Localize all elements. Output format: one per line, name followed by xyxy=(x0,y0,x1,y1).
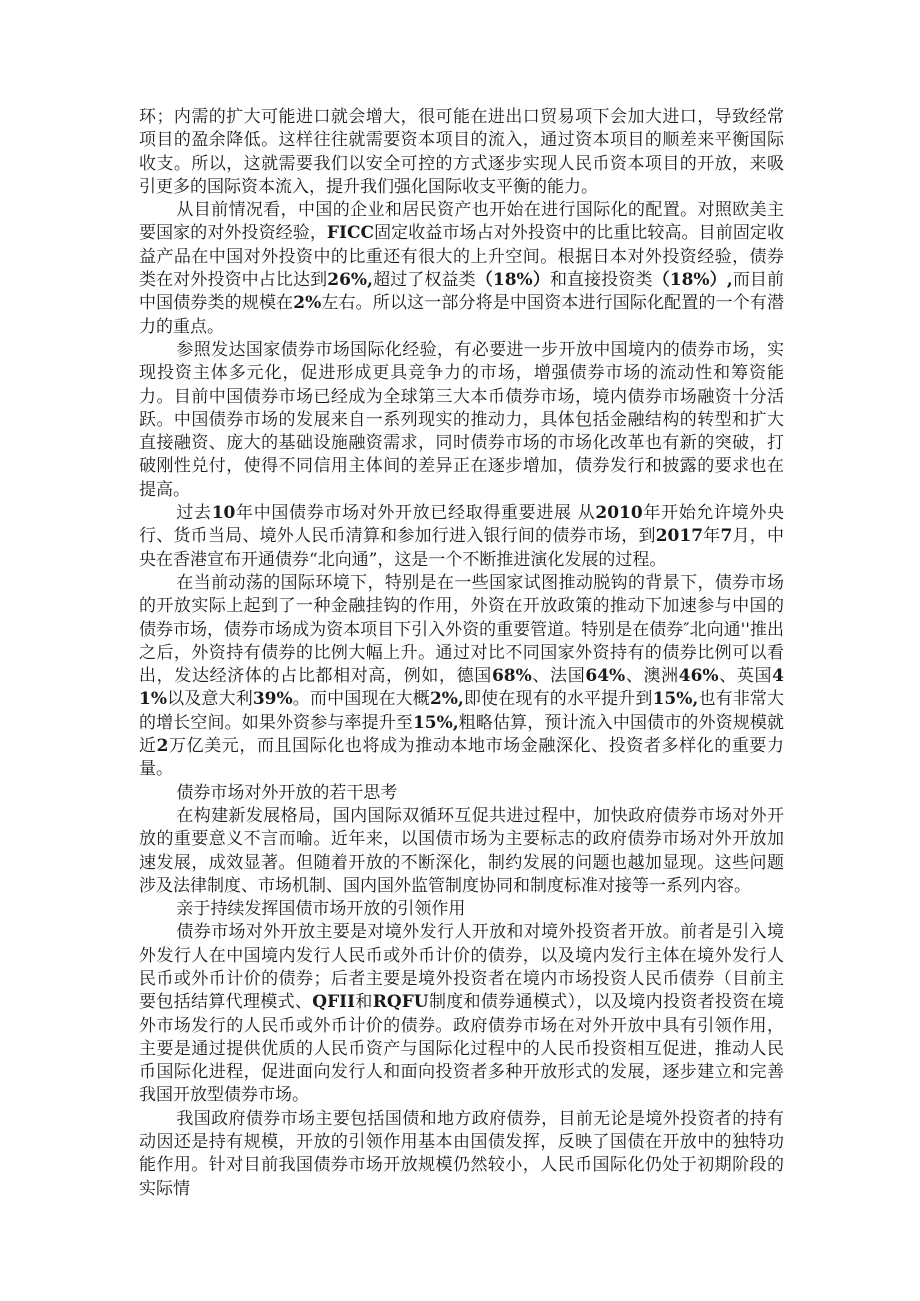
text-run: 在构建新发展格局，国内国际双循环互促共进过程中，加快政府债券市场对外开放的重要意义不言而喻。近年来，以国债市场为主要标志的政府债券市场对外开放加速发展，成效显著。但随着开放的不断深化，制约发展的问题也越加显现。这些问题涉及法律制度、市场机制、国内国外监管制度协同和制度标准对接等一系列内容。 xyxy=(139,805,784,896)
bold-text-run: 39% xyxy=(252,689,293,710)
bold-text-run: 2%, xyxy=(429,689,464,710)
text-run: 左右。所以这一部分将是中国资本进行国际化配置的一个有潜力的重点。 xyxy=(139,293,785,337)
text-run: 超过了权益类 xyxy=(372,270,476,291)
text-run: 参照发达国家债券市场国际化经验，有必要进一步开放中国境内的债券市场，实现投资主体多元化，促进形成更具竞争力的市场，增强债券市场的流动性和筹资能力。目前中国债券市场已经成为全球第三大本币债券市场，境内债券市场融资十分活跃。中国债券市场的发展来自一系列现实的推动力，具体包括金融结构的转型和扩大直接融资、庞大的基础设施融资需求，同时债券市场的市场化改革也有新的突破，打破刚性兑付，使得不同信用主体间的差异正在逐步增加，债券发行和披露的要求也在提高。 xyxy=(139,339,784,500)
paragraph xyxy=(139,921,784,1107)
text-run: 制度和债券通模式），以及境内投资者投资在境外市场发行的人民币或外币计价的债券。政府债券市场在对外开放中具有引领作用，主要是通过提供优质的人民币资产与国际化过程中的人民币投资相互促进，推动人民币国际化进程，促进面向发行人和面向投资者多种开放形式的发展，逐步建立和完善我国开放型债券市场。 xyxy=(139,992,785,1106)
bold-text-run: RQFU xyxy=(372,992,429,1013)
text-run: 在当前动荡的国际环境下，特别是在一些国家试图推动脱钩的背景下，债券市场的开放实际上起到了一种金融挂钩的作用，外资在开放政策的推动下加速参与中国的债券市场，债券市场成为资本项目下引入外资的重要管道。特别是在债券″北向通''推出之后，外资持有债券的比例大幅上升。通过对比不同国家外资持有的债券比例可以看出，发达经济体的占比都相对高，例如，德国 xyxy=(139,572,784,687)
bold-text-run: 64% xyxy=(585,666,626,687)
text-run: 从目前情况看，中国的企业和居民资产也开始在进行国际化的配置。对照欧美主要国家的对外投资经验， xyxy=(139,200,784,244)
text-run: 亲于持续发挥国债市场开放的引领作用 xyxy=(176,899,466,920)
bold-text-run: 10 xyxy=(211,503,236,524)
text-run: 粗略估算，预计流入中国债市的外资规模就近 xyxy=(139,712,785,757)
text-run: 即使在现有的水平提升到 xyxy=(463,689,653,710)
bold-text-run: 68% xyxy=(491,666,532,687)
document-body xyxy=(139,106,784,1201)
paragraph xyxy=(139,805,784,898)
text-run: 万亿美元，而且国际化也将成为推动本地市场金融深化、投资者多样化的重要力量。 xyxy=(139,736,785,780)
bold-text-run: （18%）, xyxy=(652,270,733,291)
bold-text-run: 15%, xyxy=(412,712,459,733)
paragraph xyxy=(139,339,784,502)
text-run: 债券市场对外开放的若干思考 xyxy=(176,782,398,803)
bold-text-run: 46% xyxy=(678,666,719,687)
text-run: 、法国 xyxy=(531,666,586,687)
bold-text-run: 2017 xyxy=(655,526,704,547)
text-run: 和直接投资类 xyxy=(549,270,653,291)
text-run: 以及意大利 xyxy=(166,689,253,710)
bold-text-run: 2% xyxy=(293,293,322,314)
text-run: 也有非常大的增长空间。如果外资参与率提升至 xyxy=(139,689,785,733)
bold-text-run: 7 xyxy=(720,526,733,547)
paragraph xyxy=(139,106,784,199)
paragraph xyxy=(139,898,784,921)
text-run: 、英国 xyxy=(718,666,773,687)
text-run: 和 xyxy=(355,992,373,1013)
paragraph xyxy=(139,502,784,572)
paragraph xyxy=(139,572,784,782)
text-run: 而目前中国债券类的规模在 xyxy=(139,270,785,314)
paragraph xyxy=(139,1108,784,1201)
text-run: 过去 xyxy=(176,503,212,524)
bold-text-run: 41% xyxy=(139,666,785,710)
text-run: 环；内需的扩大可能进口就会增大，很可能在进出口贸易项下会加大进口，导致经常项目的盈余降低。这样往往就需要资本项目的流入，通过资本项目的顺差来平衡国际收支。所以，这就需要我们以安全可控的方式逐步实现人民币资本项目的开放，来吸引更多的国际资本流入，提升我们强化国际收支平衡的能力。 xyxy=(139,107,784,197)
paragraph xyxy=(139,782,784,805)
paragraph xyxy=(139,199,784,339)
text-run: 我国政府债券市场主要包括国债和地方政府债券，目前无论是境外投资者的持有动因还是持有规模，开放的引领作用基本由国债发挥，反映了国债在开放中的独特功能作用。针对目前我国债券市场开放规模仍然较小，人民币国际化仍处于初期阶段的实际情 xyxy=(139,1108,784,1199)
text-run: 月，中央在香港宣布开通债券“北向通”，这是一个不断推进演化发展的过程。 xyxy=(139,526,785,570)
text-run: 。而中国现在大概 xyxy=(292,689,430,710)
text-run: 、澳洲 xyxy=(625,666,679,687)
text-run: 债券市场对外开放主要是对境外发行人开放和对境外投资者开放。前者是引入境外发行人在中国境内发行人民币或外币计价的债券，以及境内发行主体在境外发行人民币或外币计价的债券；后者主要是境外投资者在境内市场投资人民币债券（目前主要包括结算代理模式、 xyxy=(139,922,784,1013)
text-run: 年 xyxy=(703,526,721,547)
bold-text-run: 15%, xyxy=(652,689,699,710)
bold-text-run: 2010 xyxy=(595,503,643,524)
text-run: 年中国债券市场对外开放已经取得重要进展 从 xyxy=(235,503,596,524)
text-run: 固定收益市场占对外投资中的比重比较高。目前固定收益产品在中国对外投资中的比重还有很大的上升空间。根据日本对外投资经验，债券类在对外投资中占比达到 xyxy=(139,223,785,291)
text-run: 年开始允许境外央行、货币当局、境外人民币清算和参加行进入银行间的债券市场，到 xyxy=(139,503,785,547)
bold-text-run: （18%） xyxy=(475,270,550,291)
bold-text-run: 26%, xyxy=(327,270,373,291)
bold-text-run: QFII xyxy=(312,992,356,1013)
bold-text-run: 2 xyxy=(156,736,169,757)
bold-text-run: FICC xyxy=(326,223,375,244)
